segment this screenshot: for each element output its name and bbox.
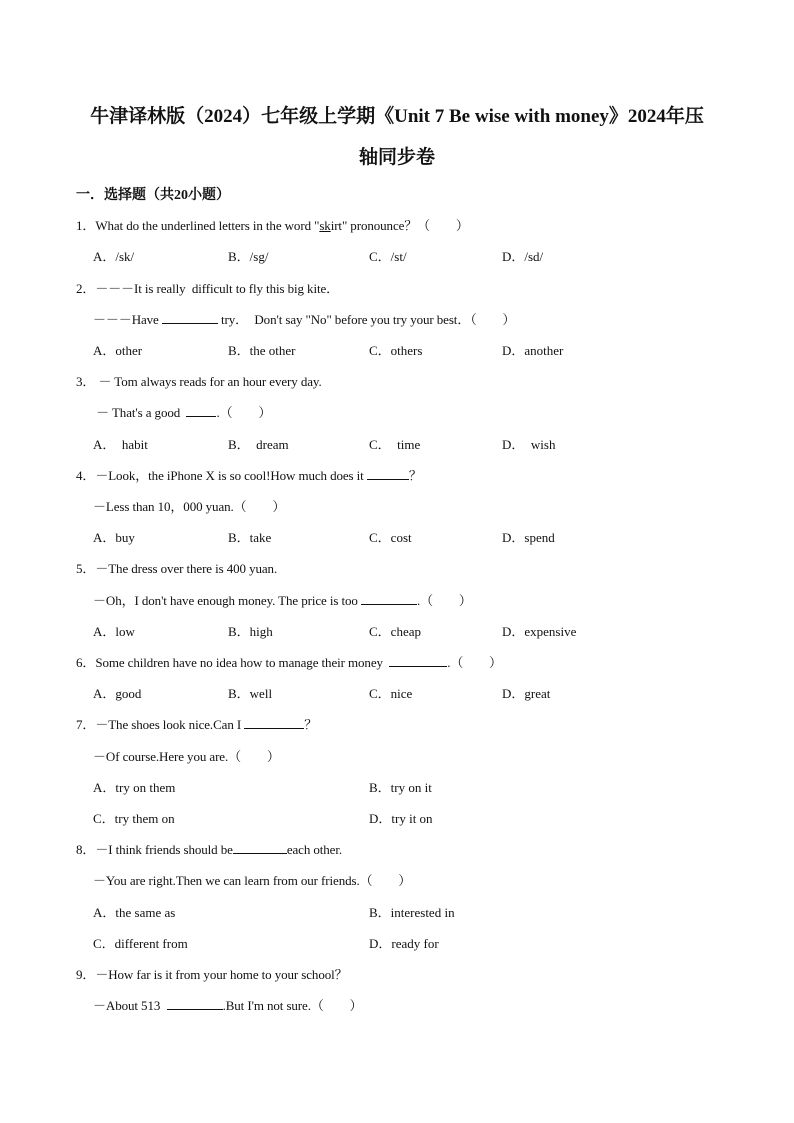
question-7-stem: 7．－The shoes look nice.Can I ？	[76, 717, 318, 732]
answer-blank	[167, 997, 223, 1010]
option-d: D．great	[502, 686, 551, 701]
option-c: C．nice	[369, 686, 413, 701]
option-d: D．spend	[502, 530, 555, 545]
question-number: 4．	[76, 468, 96, 483]
page-title-line-1: 牛津译林版（2024）七年级上学期《Unit 7 Be wise with money》2024年压	[90, 106, 704, 127]
question-number: 6．	[76, 655, 96, 670]
question-number: 7．	[76, 717, 96, 732]
question-2-stem: 2．－－－It is really difficult to fly this big kite．	[76, 281, 340, 296]
option-a: A．/sk/	[93, 249, 135, 264]
question-number: 3．	[76, 374, 96, 389]
question-5-dialog-line: －Oh，I don't have enough money. The price is too .（ ）	[93, 593, 472, 608]
question-4-dialog-line: －Less than 10，000 yuan.（ ）	[93, 499, 286, 514]
underlined-letters: sk	[319, 218, 331, 233]
option-d: D．/sd/	[502, 249, 544, 264]
option-b: B．interested in	[369, 905, 455, 920]
answer-blank	[244, 716, 304, 729]
option-a: A．the same as	[93, 905, 176, 920]
option-c: C．cost	[369, 530, 412, 545]
answer-blank	[162, 311, 218, 324]
option-c: C．try them on	[93, 811, 175, 826]
question-number: 5．	[76, 561, 96, 576]
option-b: B．take	[228, 530, 272, 545]
option-a: A．low	[93, 624, 135, 639]
question-3-stem: 3． － Tom always reads for an hour every day.	[76, 374, 322, 389]
option-d: D．try it on	[369, 811, 433, 826]
option-b: B． dream	[228, 437, 289, 452]
option-a: A． habit	[93, 437, 148, 452]
question-4-stem: 4．－Look，the iPhone X is so cool!How much does it ？	[76, 468, 422, 483]
section-heading: 一．选择题（共20小题）	[76, 188, 230, 203]
option-a: A．good	[93, 686, 142, 701]
page-title-line-2: 轴同步卷	[358, 147, 435, 168]
question-9-stem: 9．－How far is it from your home to your school？	[76, 967, 348, 982]
question-1-stem: 1．What do the underlined letters in the word "skirt" pronounce？（ ）	[76, 218, 469, 233]
question-8-dialog-line: －You are right.Then we can learn from our friends.（ ）	[93, 873, 412, 888]
question-9-dialog-line: －About 513 .But I'm not sure.（ ）	[93, 998, 363, 1013]
option-b: B．/sg/	[228, 249, 269, 264]
question-6-stem: 6．Some children have no idea how to manage their money .（ ）	[76, 655, 502, 670]
option-d: D．ready for	[369, 936, 439, 951]
option-a: A．other	[93, 343, 143, 358]
option-d: D． wish	[502, 437, 556, 452]
option-b: B．high	[228, 624, 273, 639]
option-b: B．try on it	[369, 780, 432, 795]
question-7-dialog-line: －Of course.Here you are.（ ）	[93, 749, 280, 764]
option-c: C．others	[369, 343, 423, 358]
question-3-dialog-line: － That's a good .（ ）	[93, 405, 272, 420]
question-2-dialog-line: －－－Have try． Don't say "No" before you try your best．（ ）	[93, 312, 516, 327]
option-c: C． time	[369, 437, 421, 452]
option-c: C．/st/	[369, 249, 407, 264]
option-b: B．the other	[228, 343, 296, 358]
answer-blank	[361, 592, 417, 605]
option-b: B．well	[228, 686, 273, 701]
answer-blank	[389, 654, 447, 667]
question-5-stem: 5．－The dress over there is 400 yuan.	[76, 561, 278, 576]
option-d: D．another	[502, 343, 564, 358]
question-number: 1．	[76, 218, 96, 233]
question-number: 2．	[76, 281, 96, 296]
answer-blank	[367, 467, 409, 480]
question-number: 9．	[76, 967, 96, 982]
question-8-stem: 8．－I think friends should be each other.	[76, 842, 343, 857]
option-d: D．expensive	[502, 624, 577, 639]
option-c: C．cheap	[369, 624, 421, 639]
option-c: C．different from	[93, 936, 188, 951]
question-number: 8．	[76, 842, 96, 857]
option-a: A．buy	[93, 530, 135, 545]
option-a: A．try on them	[93, 780, 176, 795]
answer-blank	[186, 404, 216, 417]
answer-blank	[233, 841, 287, 854]
